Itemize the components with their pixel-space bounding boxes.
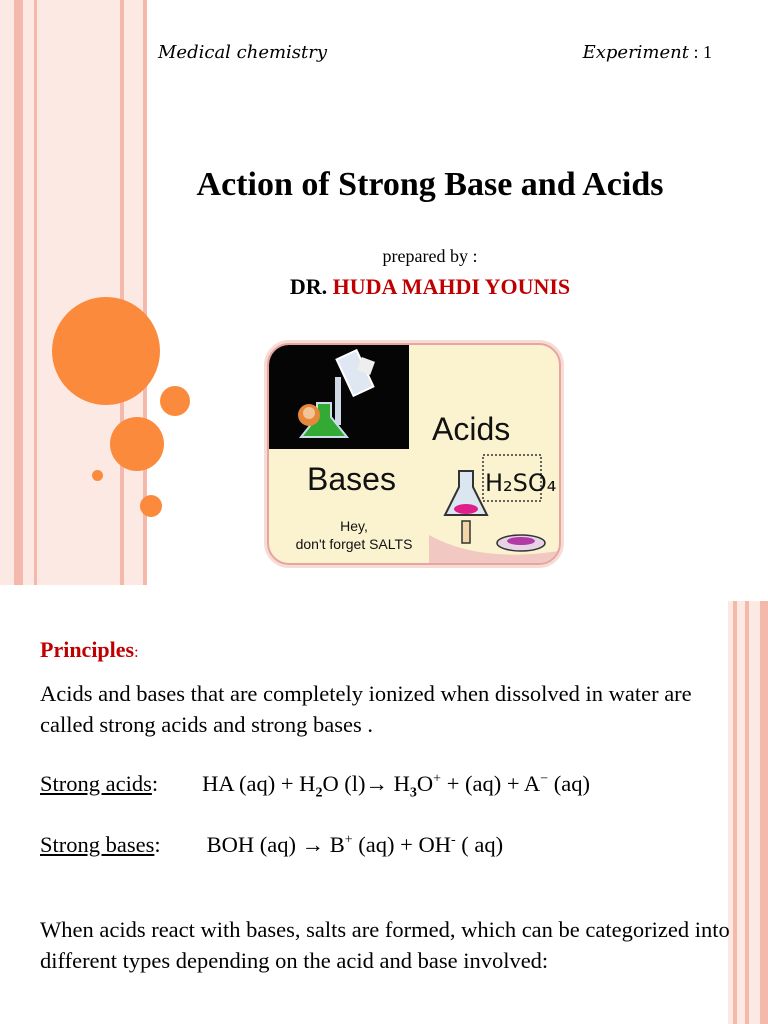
experiment-number: Experiment : 1 xyxy=(582,42,712,63)
author-name: DR. HUDA MAHDI YOUNIS xyxy=(289,274,571,299)
decorative-circle-small xyxy=(92,470,103,481)
bases-label: Bases xyxy=(307,461,396,497)
decorative-stripe xyxy=(733,601,737,1024)
decorative-circle xyxy=(160,386,190,416)
formula-label: H₂SO₄ xyxy=(485,469,557,497)
prepared-by-label: prepared by : xyxy=(382,246,478,266)
definition-paragraph: Acids and bases that are completely ionized when dissolved in water are called strong acids and strong bases . xyxy=(40,681,692,737)
strong-bases-equation: Strong bases: BOH (aq) → B+ (aq) + OH- ( aq) xyxy=(40,832,504,857)
decorative-stripe xyxy=(745,601,749,1024)
strong-acids-equation: Strong acids: HA $(aq) + H_2O$ $(l)\to H_3O^+ + (aq) + A^-$ (aq) xyxy=(40,771,590,801)
decorative-stripe xyxy=(760,601,768,1024)
salts-note: Hey, don't forget SALTS xyxy=(295,518,413,552)
decorative-stripe xyxy=(120,0,124,585)
acids-label: Acids xyxy=(432,411,511,447)
decorative-stripe xyxy=(14,0,23,585)
principles-slide xyxy=(0,601,768,1024)
slide-separator xyxy=(0,585,768,601)
decorative-circle xyxy=(110,417,164,471)
section-heading: Principles: xyxy=(40,637,139,662)
acids-bases-illustration xyxy=(267,343,561,565)
course-name: Medical chemistry xyxy=(158,42,328,63)
slide-title: Action of Strong Base and Acids xyxy=(196,166,664,203)
decorative-stripe xyxy=(34,0,37,585)
decorative-circle xyxy=(140,495,162,517)
salts-paragraph: When acids react with bases, salts are formed, which can be categorized into different types depending on the acid and base involved: xyxy=(40,917,730,973)
decorative-circle-large xyxy=(52,297,160,405)
